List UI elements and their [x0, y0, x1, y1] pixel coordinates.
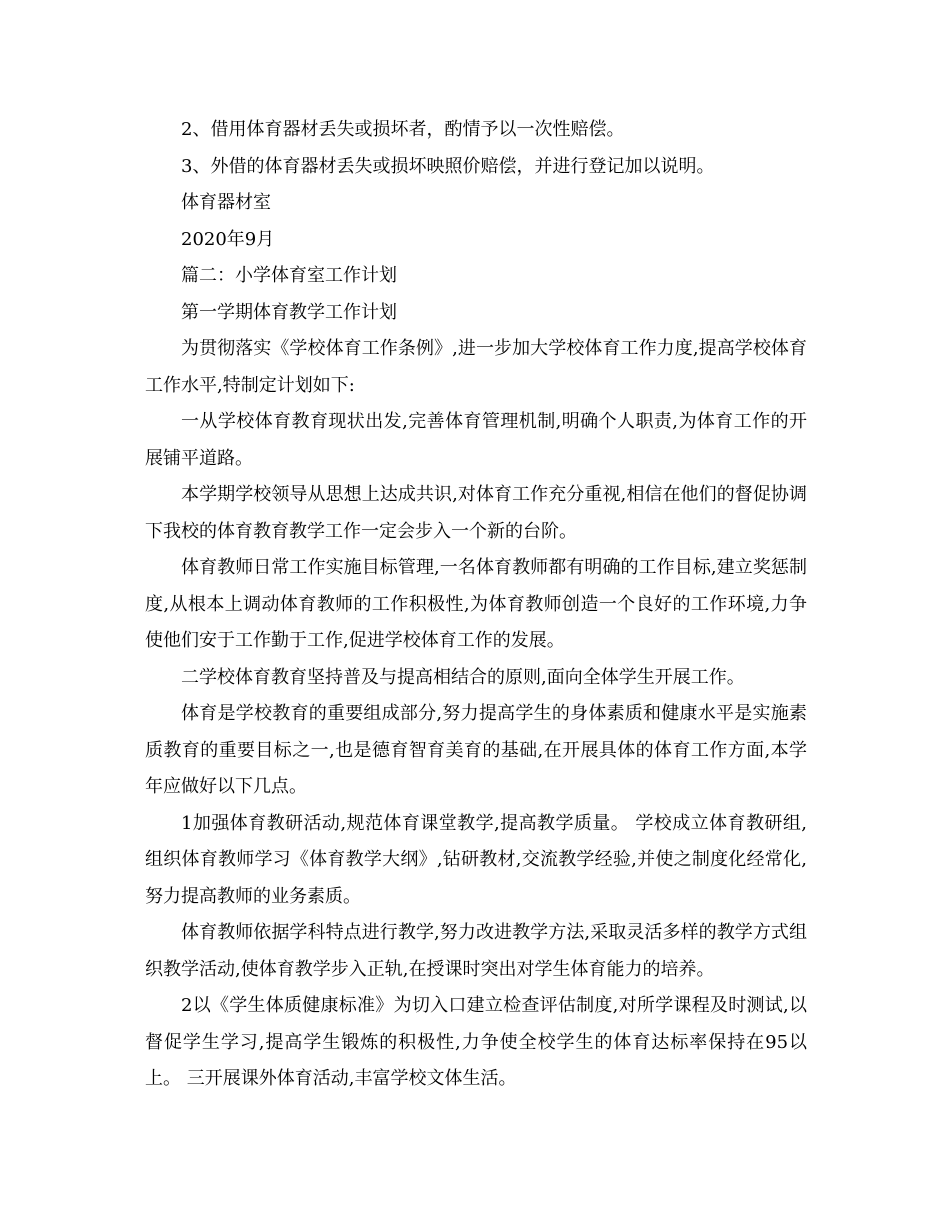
paragraph-teaching-research: 1加强体育教研活动,规范体育课堂教学,提高教学质量。 学校成立体育教研组,组织体育教师学习《体育教学大纲》,钻研教材,交流教学经验,并使之制度化经常化,努力提高教师的业务素质。 [145, 812, 807, 907]
signature-department: 体育器材室 [181, 192, 271, 213]
paragraph-intro: 为贯彻落实《学校体育工作条例》,进一步加大学校体育工作力度,提高学校体育工作水平,特制定计划如下: [145, 338, 807, 396]
paragraph-compensation-external: 3、外借的体育器材丢失或损坏映照价赔偿，并进行登记加以说明。 [181, 155, 715, 177]
paragraph-compensation-borrowed: 2、借用体育器材丢失或损坏者，酌情予以一次性赔偿。 [181, 119, 625, 140]
document-body [145, 112, 807, 1098]
plan-title: 第一学期体育教学工作计划 [181, 301, 397, 323]
section-heading-part-two: 篇二：小学体育室工作计划 [181, 265, 397, 286]
paragraph-point-two: 二学校体育教育坚持普及与提高相结合的原则,面向全体学生开展工作。 [181, 666, 745, 688]
signature-date: 2020年9月 [181, 228, 275, 250]
paragraph-point-one: 一从学校体育教育现状出发,完善体育管理机制,明确个人职责,为体育工作的开展铺平道路。 [145, 411, 807, 469]
paragraph-pe-importance: 体育是学校教育的重要组成部分,努力提高学生的身体素质和健康水平是实施素质教育的重要目标之一,也是德育智育美育的基础,在开展具体的体育工作方面,本学年应做好以下几点。 [145, 703, 807, 797]
paragraph-health-standard: 2以《学生体质健康标准》为切入口建立检查评估制度,对所学课程及时测试,以督促学生学习,提高学生锻炼的积极性,力争使全校学生的体育达标率保持在95以上。 三开展课外体育活动,丰富学校文体生活。 [145, 995, 807, 1089]
paragraph-teaching-methods: 体育教师依据学科特点进行教学,努力改进教学方法,采取灵活多样的教学方式组织教学活动,使体育教学步入正轨,在授课时突出对学生体育能力的培养。 [145, 922, 807, 980]
paragraph-target-management: 体育教师日常工作实施目标管理,一名体育教师都有明确的工作目标,建立奖惩制度,从根本上调动体育教师的工作积极性,为体育教师创造一个良好的工作环境,力争使他们安于工作勤于工作,促进学校体育工作的发展。 [145, 557, 807, 651]
paragraph-leadership: 本学期学校领导从思想上达成共识,对体育工作充分重视,相信在他们的督促协调下我校的体育教育教学工作一定会步入一个新的台阶。 [145, 484, 807, 542]
